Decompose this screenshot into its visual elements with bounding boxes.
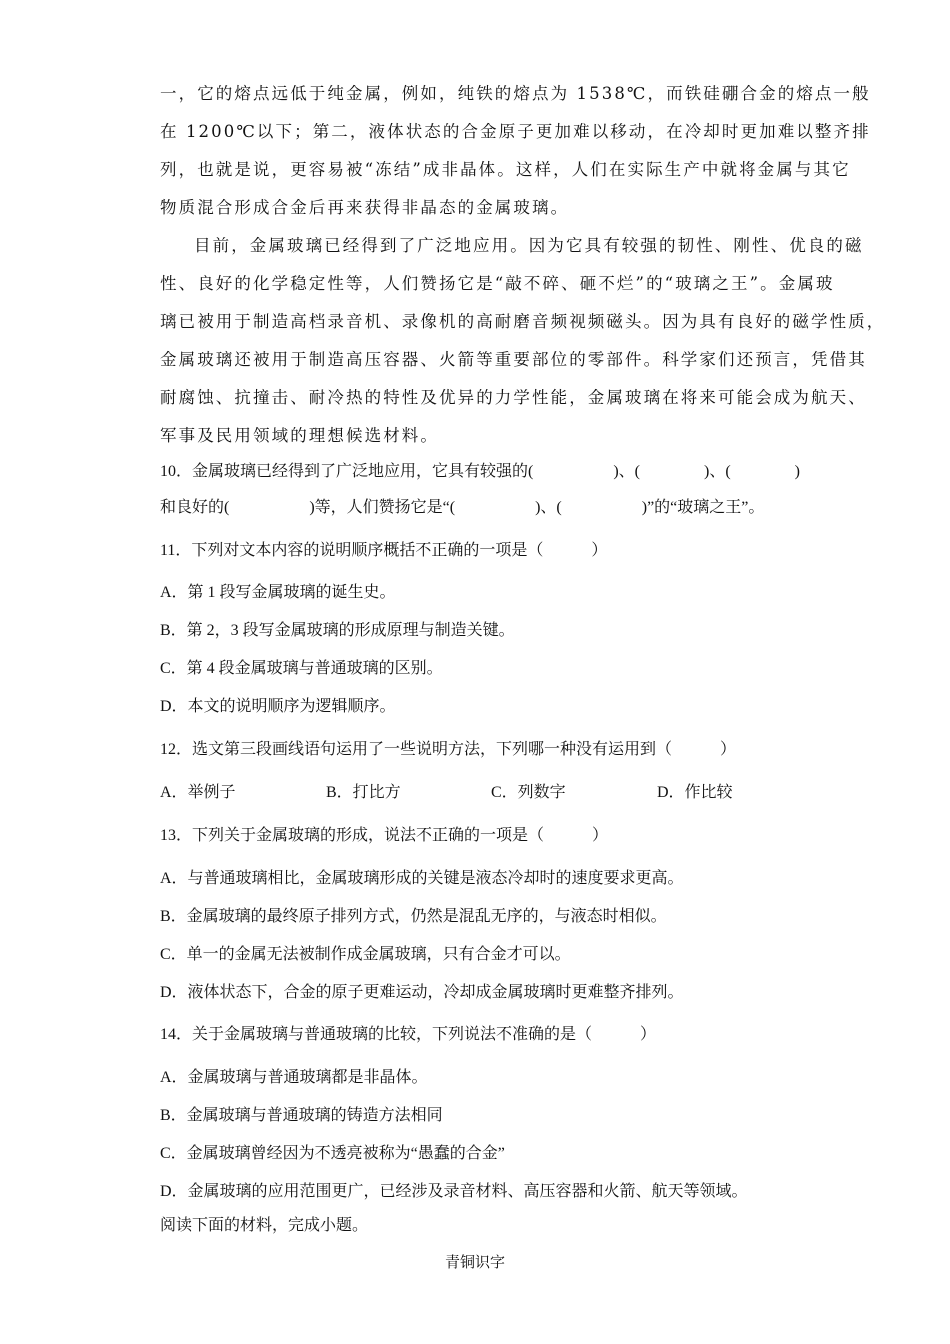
question-10-line: 和良好的( )等，人们赞扬它是“( )、( )”的“玻璃之王”。: [160, 499, 765, 516]
question-12-option: C．列数字: [491, 784, 566, 801]
reading-instruction: 阅读下面的材料，完成小题。: [160, 1217, 369, 1234]
passage-line: 物质混合形成合金后再来获得非晶态的金属玻璃。: [160, 198, 570, 217]
question-13-option: A．与普通玻璃相比，金属玻璃形成的关键是液态冷却时的速度要求更高。: [160, 870, 684, 887]
question-13-option: D．液体状态下，合金的原子更难运动，冷却成金属玻璃时更难整齐排列。: [160, 984, 684, 1001]
question-13-option: C．单一的金属无法被制作成金属玻璃，只有合金才可以。: [160, 946, 571, 963]
question-14-stem: 14．关于金属玻璃与普通玻璃的比较，下列说法不准确的是（ ）: [160, 1026, 657, 1043]
question-11-option: A．第 1 段写金属玻璃的诞生史。: [160, 584, 396, 601]
question-10-line: 10．金属玻璃已经得到了广泛地应用，它具有较强的( )、( )、( ): [160, 463, 800, 480]
passage-line: 性、良好的化学稳定性等，人们赞扬它是“敲不碎、砸不烂”的“玻璃之王”。金属玻: [160, 274, 835, 293]
passage-line: 在 1200℃以下；第二，液体状态的合金原子更加难以移动，在冷却时更加难以整齐排: [160, 122, 871, 141]
passage-line: 璃已被用于制造高档录音机、录像机的高耐磨音频视频磁头。因为具有良好的磁学性质，: [160, 312, 886, 331]
question-12-option: B．打比方: [326, 784, 401, 801]
question-11-stem: 11．下列对文本内容的说明顺序概括不正确的一项是（ ）: [160, 542, 608, 559]
question-14-option: C．金属玻璃曾经因为不透亮被称为“愚蠢的合金”: [160, 1145, 505, 1162]
question-14-option: D．金属玻璃的应用范围更广，已经涉及录音材料、高压容器和火箭、航天等领域。: [160, 1183, 748, 1200]
question-14-option: B．金属玻璃与普通玻璃的铸造方法相同: [160, 1107, 443, 1124]
page-footer: 青铜识字: [444, 1255, 505, 1271]
passage-line: 军事及民用领域的理想候选材料。: [160, 426, 439, 445]
question-11-option: B．第 2，3 段写金属玻璃的形成原理与制造关键。: [160, 622, 515, 639]
question-13-stem: 13．下列关于金属玻璃的形成，说法不正确的一项是（ ）: [160, 827, 609, 844]
question-12-option: A．举例子: [160, 784, 236, 801]
passage-line: 金属玻璃还被用于制造高压容器、火箭等重要部位的零部件。科学家们还预言，凭借其: [160, 350, 867, 369]
question-14-option: A．金属玻璃与普通玻璃都是非晶体。: [160, 1069, 428, 1086]
question-11-option: D．本文的说明顺序为逻辑顺序。: [160, 698, 396, 715]
passage-line: 一，它的熔点远低于纯金属，例如，纯铁的熔点为 1538℃，而铁硅硼合金的熔点一般: [160, 84, 871, 103]
question-12-option: D．作比较: [657, 784, 733, 801]
question-12-stem: 12．选文第三段画线语句运用了一些说明方法，下列哪一种没有运用到（ ）: [160, 741, 737, 758]
passage-line: 耐腐蚀、抗撞击、耐冷热的特性及优异的力学性能，金属玻璃在将来可能会成为航天、: [160, 388, 867, 407]
passage-line: 目前，金属玻璃已经得到了广泛地应用。因为它具有较强的韧性、刚性、优良的磁: [194, 236, 864, 255]
question-13-option: B．金属玻璃的最终原子排列方式，仍然是混乱无序的，与液态时相似。: [160, 908, 667, 925]
question-11-option: C．第 4 段金属玻璃与普通玻璃的区别。: [160, 660, 443, 677]
passage-line: 列，也就是说，更容易被“冻结”成非晶体。这样，人们在实际生产中就将金属与其它: [160, 160, 851, 179]
